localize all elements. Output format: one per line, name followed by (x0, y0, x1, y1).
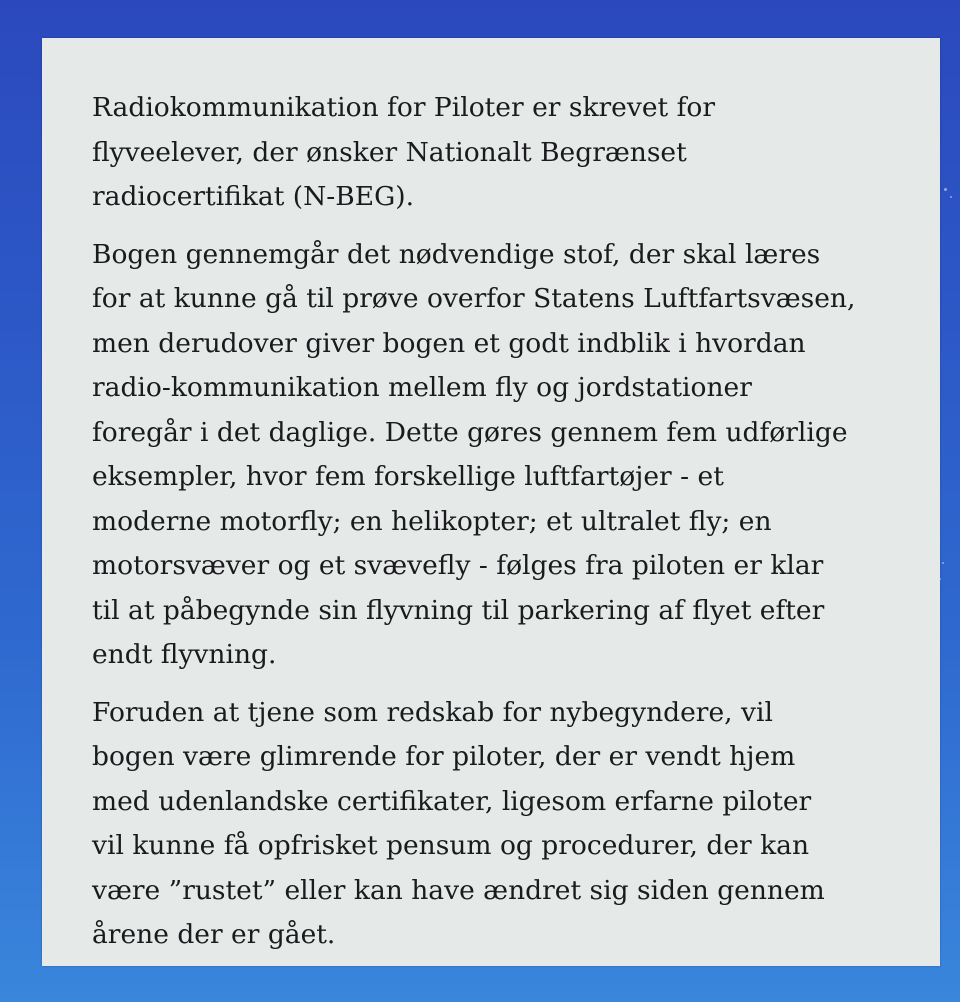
text-line: årene der er gået. (92, 919, 336, 950)
text-line: men derudover giver bogen et godt indblik i hvordan (92, 327, 806, 359)
paragraph-3 (92, 691, 902, 958)
print-speck (942, 562, 944, 564)
print-speck (944, 188, 947, 191)
text-line: bogen være glimrende for piloter, der er vendt hjem (92, 741, 796, 772)
text-line: være ”rustet” eller kan have ændret sig siden gennem (92, 874, 825, 906)
description-text (92, 86, 902, 971)
text-line: med udenlandske certifikater, ligesom erfarne piloter (92, 785, 812, 817)
text-line: Radiokommunikation for Piloter er skrevet for (92, 92, 716, 123)
paragraph-1 (92, 86, 902, 220)
text-line: Foruden at tjene som redskab for nybegyndere, vil (92, 696, 773, 728)
text-line: endt flyvning. (92, 639, 277, 670)
text-panel (42, 38, 940, 966)
text-line: radiocertifikat (N-BEG). (92, 181, 415, 212)
text-line: flyveelever, der ønsker Nationalt Begrænset (92, 136, 687, 168)
text-line: Bogen gennemgår det nødvendige stof, der skal læres (92, 238, 821, 270)
text-line: til at påbegynde sin flyvning til parkering af flyet efter (92, 594, 825, 626)
text-line: foregår i det daglige. Dette gøres gennem fem udførlige (92, 416, 848, 448)
paragraph-2 (92, 233, 902, 678)
text-line: motorsvæver og et svævefly - følges fra piloten er klar (92, 550, 824, 581)
print-speck (950, 196, 952, 198)
text-line: eksempler, hvor fem forskellige luftfartøjer - et (92, 461, 724, 492)
text-line: moderne motorfly; en helikopter; et ultralet fly; en (92, 505, 772, 537)
text-line: vil kunne få opfrisket pensum og procedurer, der kan (92, 830, 810, 861)
text-line: radio-kommunikation mellem fly og jordstationer (92, 372, 752, 403)
text-line: for at kunne gå til prøve overfor Statens Luftfartsvæsen, (92, 283, 856, 314)
